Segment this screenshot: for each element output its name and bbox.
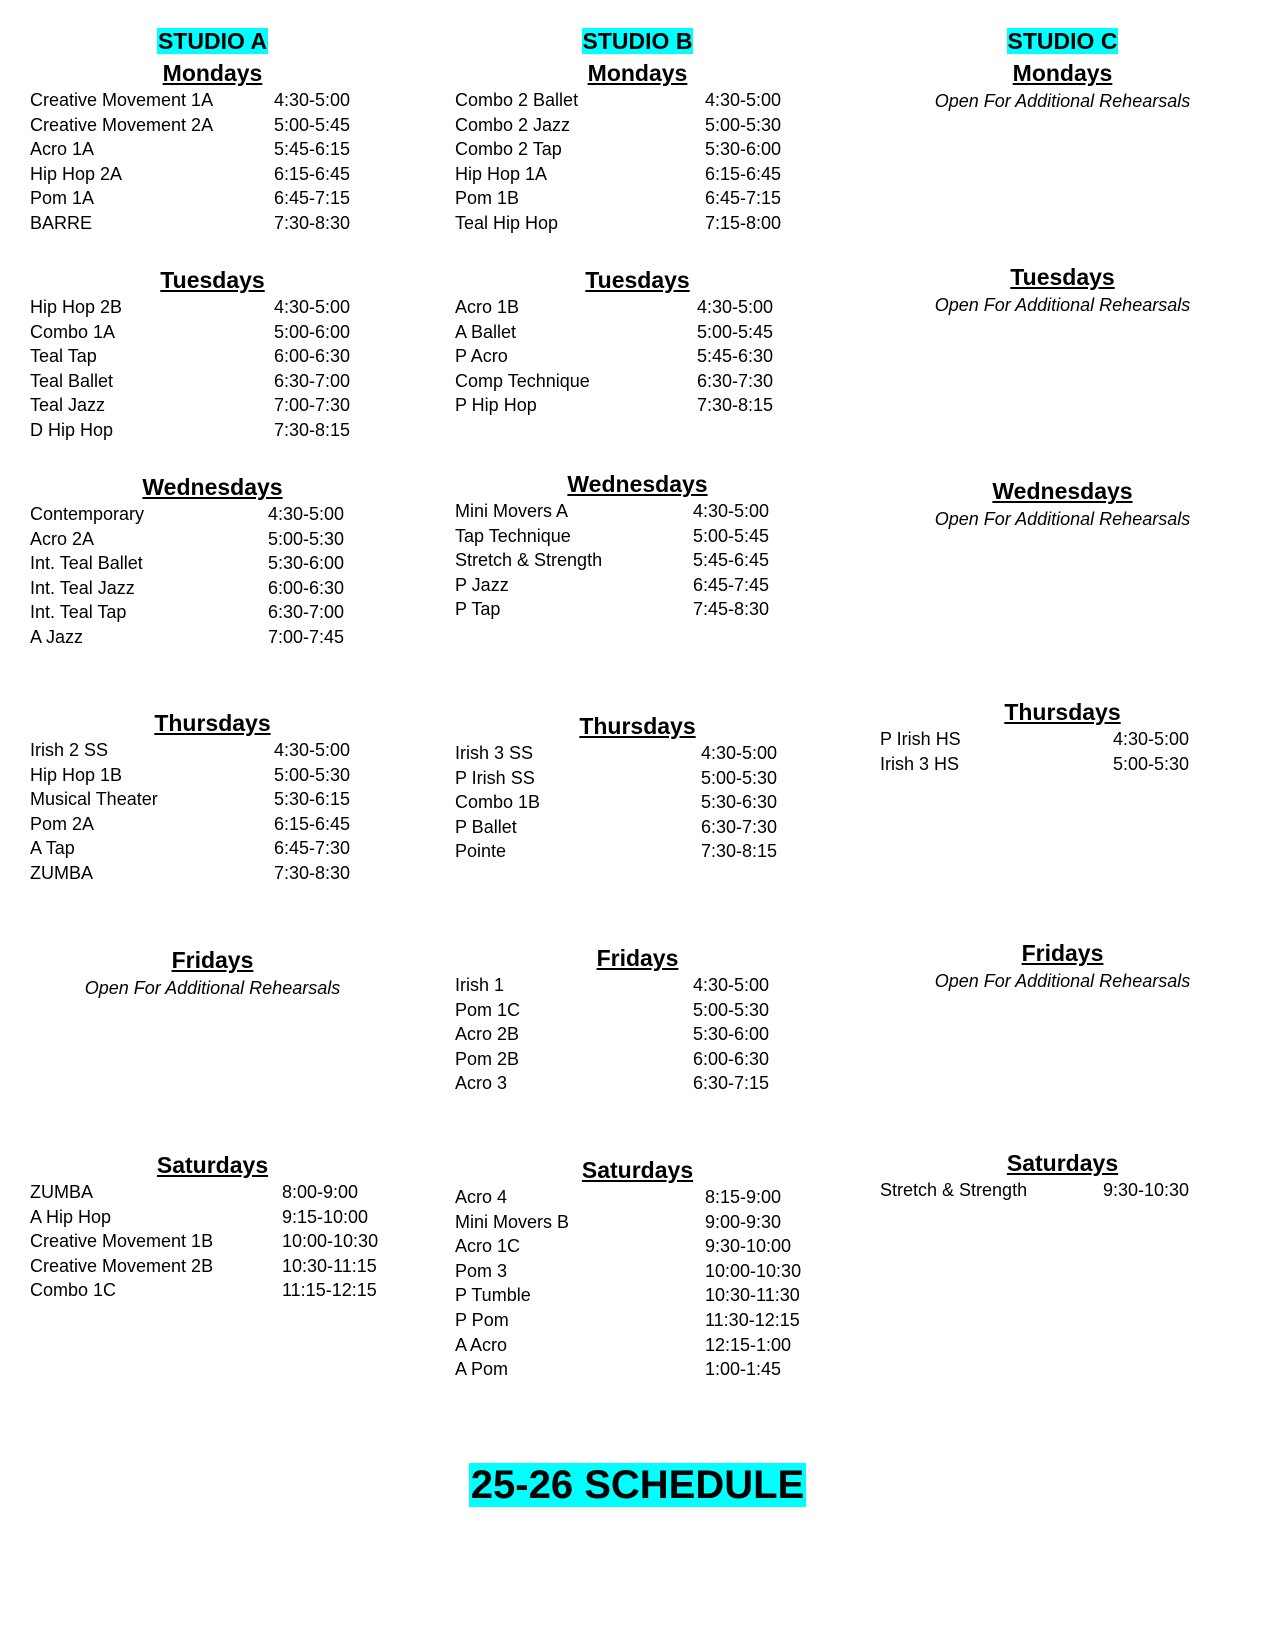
class-name: Acro 1B [455, 297, 520, 317]
class-time: 7:00-7:30 [274, 395, 351, 416]
class-row [0, 344, 425, 369]
class-row [425, 344, 850, 369]
class-row [425, 1357, 850, 1382]
class-row [425, 1185, 850, 1210]
class-time: 6:15-6:45 [705, 163, 782, 184]
class-name: A Acro [455, 1334, 508, 1355]
open-rehearsals-note: Open For Additional Rehearsals [934, 295, 1191, 315]
class-row [850, 752, 1275, 777]
class-name: P Irish SS [455, 767, 535, 788]
class-time: 6:15-6:45 [274, 163, 351, 184]
class-time: 7:30-8:30 [274, 212, 351, 233]
class-time: 5:00-5:30 [693, 999, 770, 1020]
day-title: Mondays [587, 60, 688, 86]
studio-a-mondays [0, 58, 425, 236]
open-rehearsals-note: Open For Additional Rehearsals [934, 509, 1191, 529]
class-time: 10:00-10:30 [282, 1231, 379, 1252]
studio-c-saturdays [850, 1148, 1275, 1203]
class-time: 7:15-8:00 [705, 212, 782, 233]
studio-c-thursdays [850, 697, 1275, 776]
class-name: Combo 1A [30, 321, 116, 342]
class-time: 6:00-6:30 [693, 1048, 770, 1069]
class-row [425, 1022, 850, 1047]
studio-b-thursdays [425, 711, 850, 864]
studio-c-tuesdays [850, 262, 1275, 318]
class-name: Int. Teal Jazz [30, 577, 135, 598]
class-name: Combo 1C [30, 1280, 117, 1301]
class-time: 10:30-11:30 [705, 1285, 800, 1306]
class-time: 5:00-5:30 [268, 528, 345, 549]
schedule-title: 25-26 SCHEDULE [470, 1463, 805, 1507]
day-title: Wednesdays [992, 478, 1133, 504]
day-title: Tuesdays [585, 267, 690, 293]
class-row [0, 1278, 425, 1303]
class-name: Acro 4 [455, 1187, 508, 1207]
class-time: 7:30-8:15 [697, 395, 774, 416]
class-name: Pom 1B [455, 188, 520, 209]
class-name: Acro 3 [455, 1073, 508, 1094]
class-time: 5:00-5:30 [1113, 753, 1190, 774]
class-time: 5:30-6:15 [274, 789, 351, 810]
studio-c-fridays [850, 938, 1275, 994]
class-name: BARRE [30, 212, 93, 233]
class-time: 4:30-5:00 [274, 90, 351, 110]
class-time: 12:15-1:00 [705, 1334, 792, 1355]
class-row [425, 88, 850, 113]
class-time: 8:15-9:00 [705, 1187, 782, 1207]
class-row [425, 1308, 850, 1333]
class-name: Creative Movement 1B [30, 1231, 214, 1252]
class-time: 9:00-9:30 [705, 1211, 782, 1232]
class-row [425, 1071, 850, 1096]
class-row [425, 1259, 850, 1284]
studio-c-mondays [850, 58, 1275, 114]
class-time: 6:15-6:45 [274, 813, 351, 834]
class-row [0, 812, 425, 837]
class-row [0, 295, 425, 320]
class-name: Mini Movers A [455, 501, 569, 521]
class-name: ZUMBA [30, 862, 93, 883]
class-time: 5:00-6:00 [274, 321, 351, 342]
class-name: Hip Hop 1B [30, 764, 123, 785]
class-row [425, 1333, 850, 1358]
class-name: Stretch & Strength [880, 1180, 1028, 1200]
class-row [425, 573, 850, 598]
class-time: 8:00-9:00 [282, 1182, 359, 1202]
day-title: Tuesdays [1010, 264, 1115, 290]
open-rehearsals-note: Open For Additional Rehearsals [934, 971, 1191, 991]
class-name: Mini Movers B [455, 1211, 570, 1232]
class-time: 4:30-5:00 [693, 501, 770, 521]
studio-a-header [0, 28, 425, 55]
open-rehearsals-note: Open For Additional Rehearsals [84, 978, 341, 998]
class-row [425, 1234, 850, 1259]
class-row [425, 1047, 850, 1072]
class-name: Teal Ballet [30, 370, 114, 391]
class-time: 4:30-5:00 [274, 740, 351, 760]
class-row [0, 576, 425, 601]
class-name: Tap Technique [455, 525, 571, 546]
class-name: Pom 3 [455, 1260, 508, 1281]
class-name: A Ballet [455, 321, 517, 342]
class-name: P Tap [455, 599, 501, 620]
class-time: 5:00-5:45 [697, 321, 774, 342]
studio-b-tuesdays [425, 265, 850, 418]
class-row [425, 320, 850, 345]
class-time: 5:30-6:00 [693, 1024, 770, 1045]
class-time: 4:30-5:00 [693, 975, 770, 995]
class-name: Creative Movement 2B [30, 1255, 214, 1276]
class-row [0, 1254, 425, 1279]
class-row [0, 88, 425, 113]
class-time: 6:45-7:15 [274, 188, 351, 209]
studio-b-mondays [425, 58, 850, 236]
class-time: 5:30-6:00 [268, 553, 345, 574]
class-name: Pom 1A [30, 188, 95, 209]
class-name: P Tumble [455, 1285, 531, 1306]
class-row [0, 320, 425, 345]
class-time: 1:00-1:45 [705, 1359, 782, 1380]
class-time: 6:45-7:45 [693, 574, 770, 595]
class-time: 5:45-6:15 [274, 139, 351, 160]
day-title: Thursdays [154, 710, 271, 736]
class-row [425, 295, 850, 320]
class-time: 5:45-6:30 [697, 346, 774, 367]
studio-b-header [425, 28, 850, 55]
class-name: Hip Hop 1A [455, 163, 548, 184]
class-name: Irish 1 [455, 975, 505, 995]
class-row [425, 766, 850, 791]
class-name: Creative Movement 2A [30, 114, 214, 135]
class-row [425, 839, 850, 864]
studio-a-title: STUDIO A [157, 28, 268, 54]
class-time: 7:30-8:15 [274, 419, 351, 440]
class-name: Teal Jazz [30, 395, 106, 416]
class-time: 10:00-10:30 [705, 1260, 802, 1281]
studio-c-title: STUDIO C [1007, 28, 1118, 54]
studio-c-column [850, 0, 1275, 1400]
day-title: Mondays [162, 60, 263, 86]
class-name: Acro 1A [30, 139, 95, 160]
class-time: 4:30-5:00 [705, 90, 782, 110]
day-title: Thursdays [1004, 699, 1121, 725]
studio-b-fridays [425, 943, 850, 1096]
day-title: Saturdays [156, 1152, 269, 1178]
class-name: P Acro [455, 346, 508, 367]
class-row [0, 738, 425, 763]
day-title: Wednesdays [567, 471, 708, 497]
class-time: 4:30-5:00 [697, 297, 774, 317]
class-row [0, 600, 425, 625]
class-time: 7:30-8:15 [701, 841, 778, 862]
class-row [850, 1178, 1275, 1203]
class-row [0, 625, 425, 650]
class-name: Int. Teal Tap [30, 602, 127, 623]
class-row [425, 998, 850, 1023]
class-time: 6:30-7:15 [693, 1073, 770, 1094]
class-row [425, 137, 850, 162]
class-time: 6:00-6:30 [274, 346, 351, 367]
class-row [0, 502, 425, 527]
class-time: 5:30-6:30 [701, 792, 778, 813]
studio-b-column [425, 0, 850, 1400]
class-row [0, 162, 425, 187]
class-time: 7:45-8:30 [693, 599, 770, 620]
class-name: Acro 2B [455, 1024, 520, 1045]
day-title: Saturdays [581, 1157, 694, 1183]
day-title: Wednesdays [142, 474, 283, 500]
class-row [0, 418, 425, 443]
class-name: Irish 3 SS [455, 743, 534, 763]
class-name: Pom 1C [455, 999, 521, 1020]
class-name: Teal Tap [30, 346, 97, 367]
studio-b-wednesdays [425, 469, 850, 622]
class-name: Irish 2 SS [30, 740, 109, 760]
class-time: 9:15-10:00 [282, 1206, 369, 1227]
class-time: 6:30-7:30 [697, 370, 774, 391]
day-title: Fridays [596, 945, 679, 971]
class-name: Comp Technique [455, 370, 590, 391]
class-name: Combo 2 Tap [455, 139, 562, 160]
class-time: 4:30-5:00 [268, 504, 345, 524]
class-row [425, 1283, 850, 1308]
class-name: Stretch & Strength [455, 550, 603, 571]
class-row [0, 763, 425, 788]
class-row [425, 211, 850, 236]
class-name: A Hip Hop [30, 1206, 112, 1227]
class-name: A Jazz [30, 626, 84, 647]
class-row [0, 861, 425, 886]
class-row [850, 727, 1275, 752]
day-title: Mondays [1012, 60, 1113, 86]
class-time: 4:30-5:00 [274, 297, 351, 317]
class-row [0, 1205, 425, 1230]
class-row [0, 186, 425, 211]
class-time: 5:00-5:30 [705, 114, 782, 135]
class-time: 6:30-7:00 [274, 370, 351, 391]
class-time: 6:45-7:15 [705, 188, 782, 209]
class-name: Musical Theater [30, 789, 158, 810]
class-name: Pointe [455, 841, 507, 862]
class-name: P Irish HS [880, 729, 961, 749]
class-row [0, 137, 425, 162]
class-time: 5:00-5:30 [274, 764, 351, 785]
class-time: 11:15-12:15 [282, 1280, 377, 1301]
class-name: P Pom [455, 1309, 509, 1330]
class-name: P Jazz [455, 574, 509, 595]
day-title: Tuesdays [160, 267, 265, 293]
class-row [425, 113, 850, 138]
class-row [0, 211, 425, 236]
class-row [0, 113, 425, 138]
class-row [425, 186, 850, 211]
class-name: Creative Movement 1A [30, 90, 214, 110]
day-title: Saturdays [1006, 1150, 1119, 1176]
class-name: A Pom [455, 1359, 509, 1380]
studio-a-fridays [0, 945, 425, 1001]
class-time: 6:30-7:30 [701, 816, 778, 837]
class-row [425, 790, 850, 815]
studio-c-wednesdays [850, 476, 1275, 532]
class-name: Contemporary [30, 504, 145, 524]
class-time: 5:45-6:45 [693, 550, 770, 571]
class-row [425, 1210, 850, 1235]
studio-b-saturdays [425, 1155, 850, 1382]
class-row [425, 162, 850, 187]
class-time: 11:30-12:15 [705, 1309, 800, 1330]
class-row [425, 499, 850, 524]
class-time: 6:45-7:30 [274, 838, 351, 859]
class-time: 9:30-10:00 [705, 1236, 792, 1257]
class-time: 4:30-5:00 [1113, 729, 1190, 749]
studio-b-title: STUDIO B [582, 28, 693, 54]
class-name: D Hip Hop [30, 419, 114, 440]
class-name: Hip Hop 2A [30, 163, 123, 184]
class-row [0, 1180, 425, 1205]
day-title: Fridays [171, 947, 254, 973]
day-title: Thursdays [579, 713, 696, 739]
class-time: 4:30-5:00 [701, 743, 778, 763]
class-row [425, 393, 850, 418]
class-name: Teal Hip Hop [455, 212, 559, 233]
class-time: 6:00-6:30 [268, 577, 345, 598]
class-name: ZUMBA [30, 1182, 93, 1202]
class-time: 7:30-8:30 [274, 862, 351, 883]
class-row [0, 551, 425, 576]
class-name: Irish 3 HS [880, 753, 960, 774]
class-name: Acro 1C [455, 1236, 521, 1257]
class-name: Acro 2A [30, 528, 95, 549]
class-row [0, 787, 425, 812]
class-time: 9:30-10:30 [1103, 1180, 1190, 1200]
open-rehearsals-note: Open For Additional Rehearsals [934, 91, 1191, 111]
studio-a-wednesdays [0, 472, 425, 650]
class-row [425, 597, 850, 622]
class-name: Pom 2A [30, 813, 95, 834]
class-name: P Hip Hop [455, 395, 537, 416]
studio-a-thursdays [0, 708, 425, 886]
day-title: Fridays [1021, 940, 1104, 966]
studio-a-saturdays [0, 1150, 425, 1303]
class-time: 5:00-5:45 [693, 525, 770, 546]
class-name: Hip Hop 2B [30, 297, 123, 317]
class-row [0, 527, 425, 552]
class-time: 5:30-6:00 [705, 139, 782, 160]
class-name: Combo 2 Ballet [455, 90, 579, 110]
class-name: Combo 1B [455, 792, 541, 813]
studio-a-column [0, 0, 425, 1400]
class-name: A Tap [30, 838, 75, 859]
studio-c-header [850, 28, 1275, 55]
class-name: Pom 2B [455, 1048, 520, 1069]
class-row [0, 836, 425, 861]
class-name: Int. Teal Ballet [30, 553, 143, 574]
class-name: P Ballet [455, 816, 517, 837]
studio-a-tuesdays [0, 265, 425, 443]
class-row [425, 741, 850, 766]
class-row [425, 524, 850, 549]
class-time: 5:00-5:30 [701, 767, 778, 788]
class-row [0, 1229, 425, 1254]
class-row [425, 815, 850, 840]
schedule-footer [0, 1463, 1275, 1508]
class-row [425, 369, 850, 394]
class-row [425, 973, 850, 998]
class-row [0, 393, 425, 418]
class-row [0, 369, 425, 394]
class-time: 5:00-5:45 [274, 114, 351, 135]
class-time: 6:30-7:00 [268, 602, 345, 623]
class-time: 7:00-7:45 [268, 626, 345, 647]
class-time: 10:30-11:15 [282, 1255, 377, 1276]
class-row [425, 548, 850, 573]
class-name: Combo 2 Jazz [455, 114, 571, 135]
